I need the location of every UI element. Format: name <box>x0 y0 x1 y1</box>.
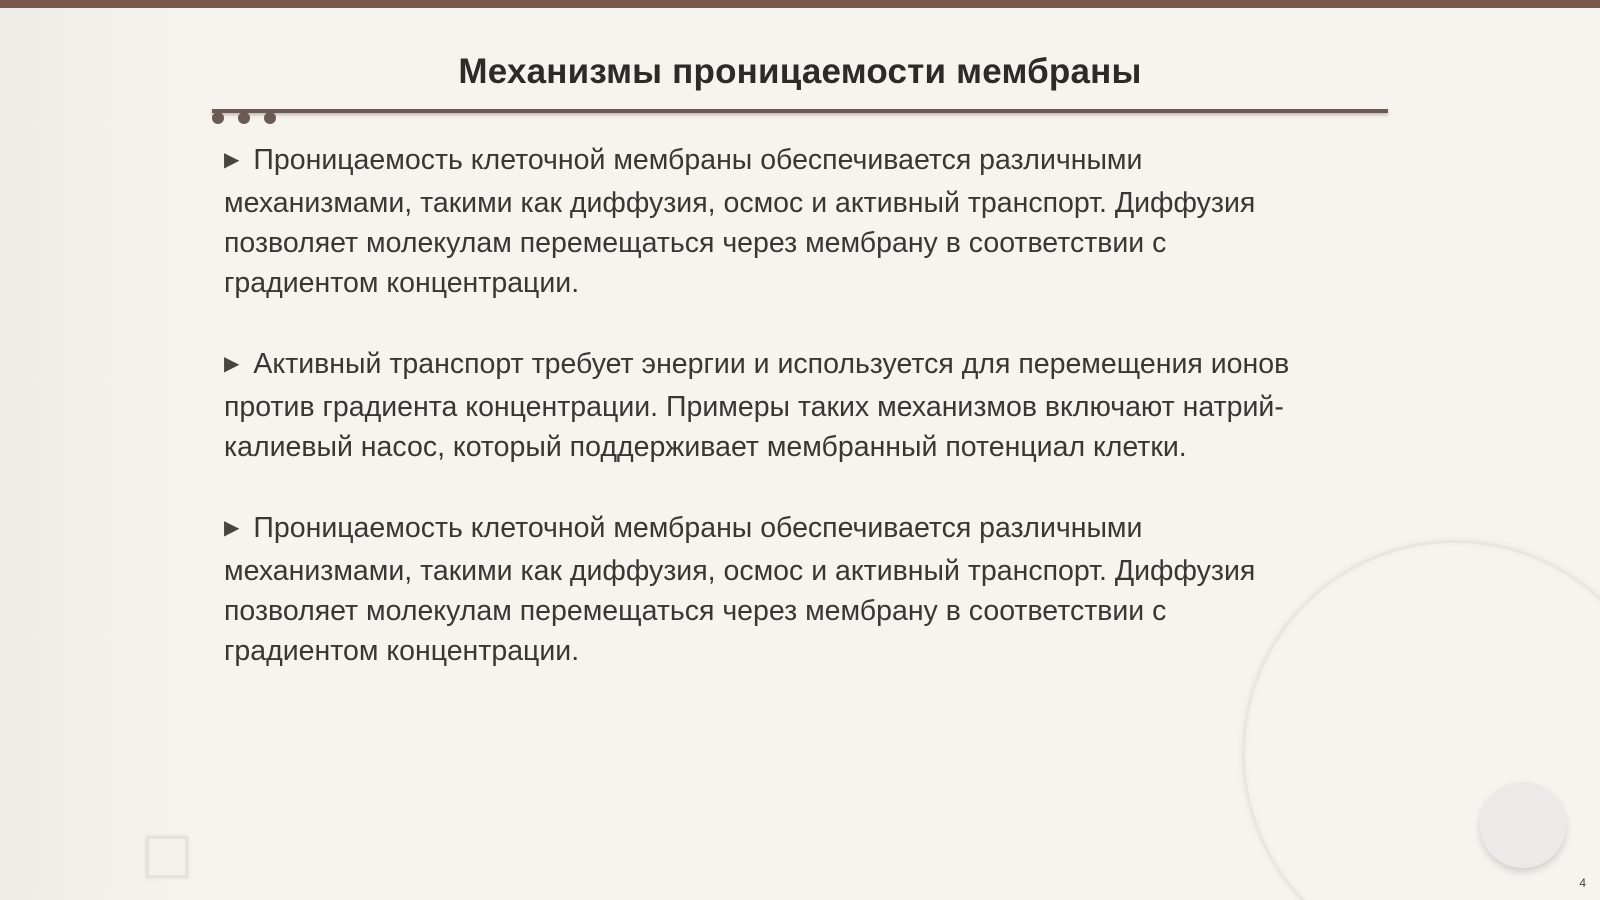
top-accent-bar <box>0 0 1600 8</box>
bullet-list <box>224 140 1384 712</box>
title-underline <box>212 109 1388 113</box>
left-shade <box>0 8 220 900</box>
text-line: Проницаемость клеточной мембраны обеспечивается различными <box>253 512 1143 544</box>
triangle-right-icon: ▶ <box>224 517 240 539</box>
text-line: позволяет молекулам перемещаться через мембрану в соответствии с <box>224 227 1167 259</box>
rule-dot <box>238 112 250 124</box>
text-line: Активный транспорт требует энергии и используется для перемещения ионов <box>253 348 1290 380</box>
slide-number: 4 <box>1579 876 1586 890</box>
text-line: механизмами, такими как диффузия, осмос и активный транспорт. Диффузия <box>224 187 1256 219</box>
slide-title: Механизмы проницаемости мембраны <box>458 52 1142 91</box>
underline-dots <box>212 112 276 124</box>
text-line: механизмами, такими как диффузия, осмос и активный транспорт. Диффузия <box>224 555 1256 587</box>
triangle-right-icon: ▶ <box>224 149 240 171</box>
text-line: Проницаемость клеточной мембраны обеспечивается различными <box>253 144 1143 176</box>
decorative-disc <box>1480 782 1566 868</box>
bullet-paragraph-1 <box>224 140 1384 303</box>
text-line: позволяет молекулам перемещаться через мембрану в соответствии с <box>224 595 1167 627</box>
text-line: градиентом концентрации. <box>224 267 580 299</box>
decorative-square <box>146 836 188 878</box>
text-line: против градиента концентрации. Примеры таких механизмов включают натрий- <box>224 391 1284 423</box>
bullet-paragraph-2 <box>224 344 1384 467</box>
text-line: градиентом концентрации. <box>224 635 580 667</box>
rule-dot <box>264 112 276 124</box>
rule-dot <box>212 112 224 124</box>
triangle-right-icon: ▶ <box>224 353 240 375</box>
text-line: калиевый насос, который поддерживает мембранный потенциал клетки. <box>224 431 1187 463</box>
bullet-paragraph-3 <box>224 508 1384 671</box>
